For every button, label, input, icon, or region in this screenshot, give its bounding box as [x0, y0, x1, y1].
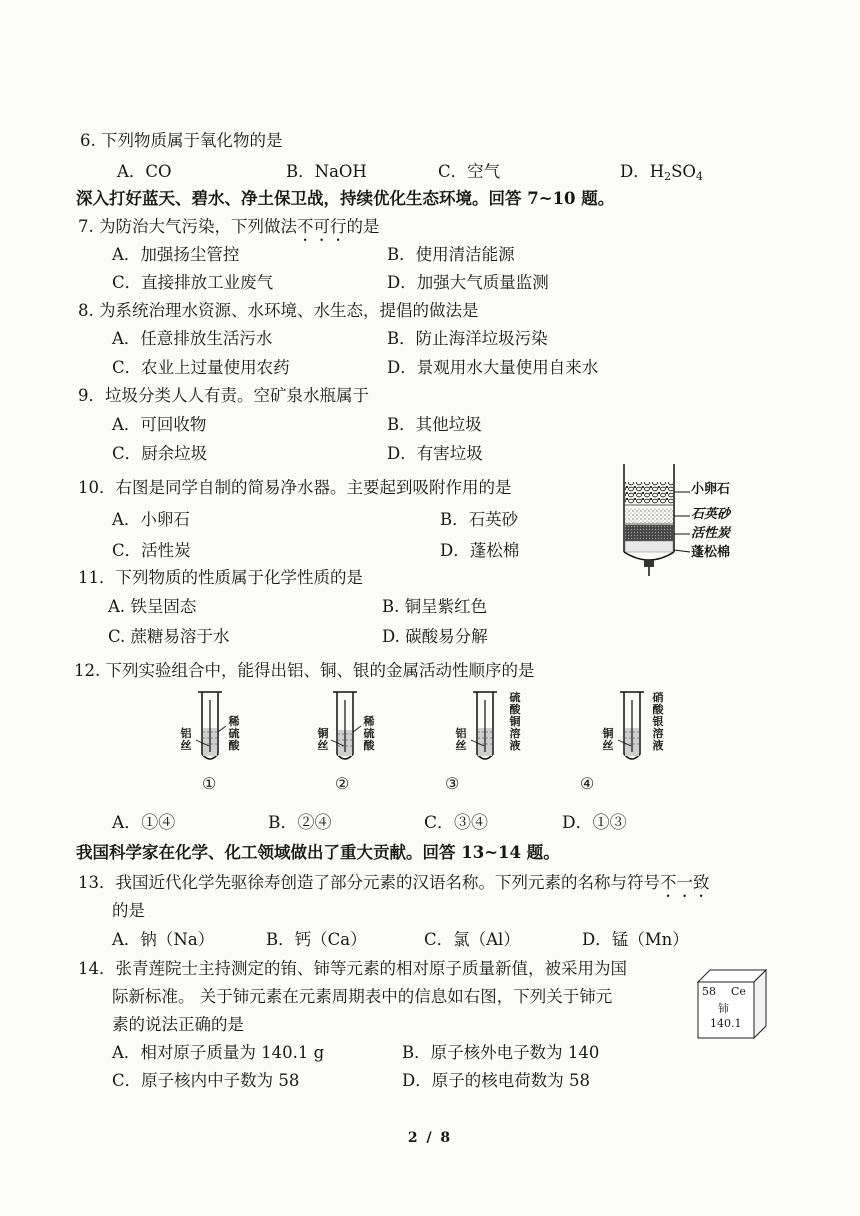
- q7-option-d: D．加强大气质量监测: [387, 273, 549, 292]
- q9-option-a: A．可回收物: [112, 415, 207, 434]
- q13-stem: 13．我国近代化学先驱徐寿创造了部分元素的汉语名称。下列元素的名称与符号不一致: [78, 873, 710, 892]
- q11-option-a: A. 铁呈固态: [108, 597, 197, 616]
- q7-option-b: B．使用清洁能源: [387, 245, 515, 264]
- q14-option-c: C．原子核内中子数为 58: [112, 1071, 300, 1090]
- q13-option-a: A．钠（Na）: [112, 930, 215, 949]
- tube-1-number: ①: [202, 774, 217, 793]
- q10-option-d: D．蓬松棉: [440, 541, 520, 560]
- q14-option-d: D．原子的核电荷数为 58: [402, 1071, 590, 1090]
- q10-stem: 10．右图是同学自制的简易净水器。主要起到吸附作用的是: [78, 478, 512, 497]
- tube-4-solution-label: 硝酸银溶液: [652, 691, 664, 752]
- q11-option-b: B. 铜呈紫红色: [382, 597, 488, 616]
- q8-option-b: B．防止海洋垃圾污染: [387, 329, 548, 348]
- q6-option-b: B．NaOH: [286, 162, 367, 181]
- q8-option-c: C．农业上过量使用农药: [112, 358, 290, 377]
- tube-1-solution-label: 稀硫酸: [228, 715, 240, 752]
- test-tube-1: [176, 688, 266, 798]
- q9-option-c: C．厨余垃圾: [112, 444, 208, 463]
- q7-option-a: A．加强扬尘管控: [112, 245, 240, 264]
- q11-option-c: C. 蔗糖易溶于水: [108, 627, 230, 646]
- tube-3-solution-label: 硫酸铜溶液: [509, 691, 521, 752]
- q10-option-a: A．小卵石: [112, 510, 190, 529]
- section-heading-7-10: 深入打好蓝天、碧水、净土保卫战，持续优化生态环境。回答 7~10 题。: [76, 189, 615, 208]
- q14-stem-line1: 14．张青莲院士主持测定的铕、铈等元素的相对原子质量新值，被采用为国: [78, 959, 627, 978]
- q10-option-c: C．活性炭: [112, 541, 191, 560]
- q8-stem: 8. 为系统治理水资源、水环境、水生态，提倡的做法是: [78, 301, 479, 320]
- q11-stem: 11．下列物质的性质属于化学性质的是: [78, 568, 363, 587]
- q9-stem: 9．垃圾分类人人有责。空矿泉水瓶属于: [78, 386, 369, 405]
- tube-2-number: ②: [335, 774, 350, 793]
- q8-option-d: D．景观用水大量使用自来水: [387, 358, 599, 377]
- section-heading-13-14: 我国科学家在化学、化工领域做出了重大贡献。回答 13~14 题。: [76, 843, 560, 862]
- tube-2-metal-label: 铜丝: [317, 727, 329, 752]
- label-activated-carbon: 活性炭: [691, 526, 731, 541]
- label-quartz-sand: 石英砂: [691, 507, 731, 522]
- q14-stem-line3: 素的说法正确的是: [112, 1015, 244, 1034]
- label-cotton: 蓬松棉: [691, 545, 731, 560]
- tube-1-metal-label: 铝丝: [180, 727, 192, 752]
- cell-atomic-number: 58: [702, 985, 716, 998]
- q8-option-a: A．任意排放生活污水: [112, 329, 273, 348]
- q14-option-a: A．相对原子质量为 140.1 g: [112, 1043, 325, 1062]
- q7-stem: 7. 为防治大气污染，下列做法不可行的是: [78, 217, 380, 236]
- tube-3-number: ③: [445, 774, 460, 793]
- q12-option-b: B．②④: [268, 813, 332, 833]
- page-number: 2 / 8: [407, 1130, 453, 1146]
- q11-option-d: D. 碳酸易分解: [382, 627, 488, 646]
- q13-option-d: D．锰（Mn）: [582, 930, 689, 949]
- q13-option-b: B．钙（Ca）: [266, 930, 367, 949]
- label-pebbles: 小卵石: [691, 482, 731, 497]
- q12-stem: 12. 下列实验组合中，能得出铝、铜、银的金属活动性顺序的是: [74, 661, 535, 680]
- q12-option-d: D．①③: [562, 813, 627, 833]
- q14-stem-line2: 际新标准。 关于铈元素在元素周期表中的信息如右图，下列关于铈元: [112, 987, 613, 1006]
- q12-option-c: C．③④: [424, 813, 489, 833]
- water-purifier-figure: [612, 462, 752, 580]
- q9-option-b: B．其他垃圾: [387, 415, 482, 434]
- q13-option-c: C．氯（Al）: [424, 930, 520, 949]
- tube-2-solution-label: 稀硫酸: [363, 715, 375, 752]
- q13-stem-line2: 的是: [112, 901, 145, 920]
- cell-symbol: Ce: [731, 985, 746, 998]
- cell-name: 铈: [718, 1002, 729, 1015]
- q10-option-b: B．石英砂: [440, 510, 519, 529]
- tube-3-metal-label: 铝丝: [455, 727, 467, 752]
- cell-mass: 140.1: [710, 1017, 742, 1030]
- tube-4-number: ④: [580, 774, 595, 793]
- test-tube-4: [580, 688, 678, 798]
- test-tube-2: [311, 688, 401, 798]
- q6-stem: 6. 下列物质属于氧化物的是: [80, 131, 283, 150]
- test-tube-3: [441, 688, 531, 798]
- q12-option-a: A．①④: [112, 813, 176, 833]
- q6-option-d: D．$H_2SO_4$: [620, 162, 703, 183]
- tube-4-metal-label: 铜丝: [602, 727, 614, 752]
- q9-option-d: D．有害垃圾: [387, 444, 483, 463]
- q7-option-c: C．直接排放工业废气: [112, 273, 274, 292]
- q6-option-a: A．CO: [117, 162, 172, 181]
- q6-option-c: C．空气: [438, 162, 501, 181]
- q14-option-b: B．原子核外电子数为 140: [402, 1043, 600, 1062]
- water-purifier-diagram: [612, 462, 752, 580]
- cerium-element-cell: [696, 968, 768, 1040]
